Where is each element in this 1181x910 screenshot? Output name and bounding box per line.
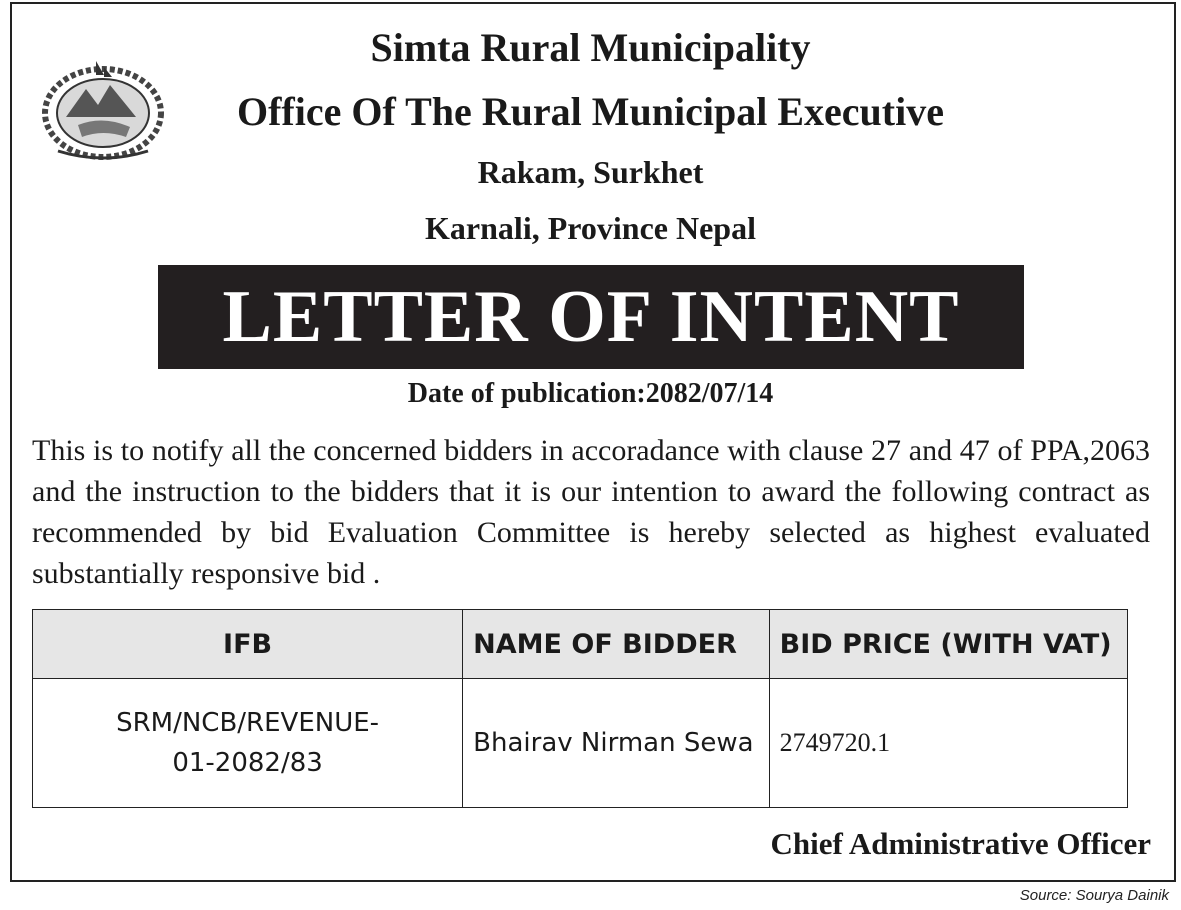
header-ifb: IFB bbox=[33, 610, 463, 679]
header-bid-price: BID PRICE (WITH VAT) bbox=[769, 610, 1127, 679]
ifb-line-1: SRM/NCB/REVENUE- bbox=[116, 708, 380, 738]
table-row bbox=[33, 679, 1128, 808]
bid-table bbox=[32, 609, 1128, 808]
cell-ifb bbox=[33, 679, 463, 808]
source-credit: Source: Sourya Dainik bbox=[1019, 887, 1169, 904]
municipality-name: Simta Rural Municipality bbox=[370, 25, 811, 70]
address-line: Rakam, Surkhet bbox=[477, 154, 704, 190]
ifb-line-2: 01-2082/83 bbox=[172, 748, 323, 778]
letter-of-intent-banner: LETTER OF INTENT bbox=[158, 265, 1024, 369]
province-line: Karnali, Province Nepal bbox=[425, 210, 756, 246]
signature-title: Chief Administrative Officer bbox=[770, 826, 1151, 861]
cell-bidder: Bhairav Nirman Sewa bbox=[463, 679, 770, 808]
table-header-row bbox=[33, 610, 1128, 679]
publication-date: Date of publication:2082/07/14 bbox=[407, 378, 774, 409]
notice-body: This is to notify all the concerned bidders in accoradance with clause 27 and 47 of PPA,2063 and the instruction to the bidders that it is our intention to award the following contract as recommended by bid Evaluation Committee is hereby selected as highest evaluated substantially responsive bid . bbox=[32, 434, 1150, 590]
cell-bid-price: 2749720.1 bbox=[769, 679, 1127, 808]
header-bidder: NAME OF BIDDER bbox=[463, 610, 770, 679]
office-name: Office Of The Rural Municipal Executive bbox=[237, 89, 944, 134]
